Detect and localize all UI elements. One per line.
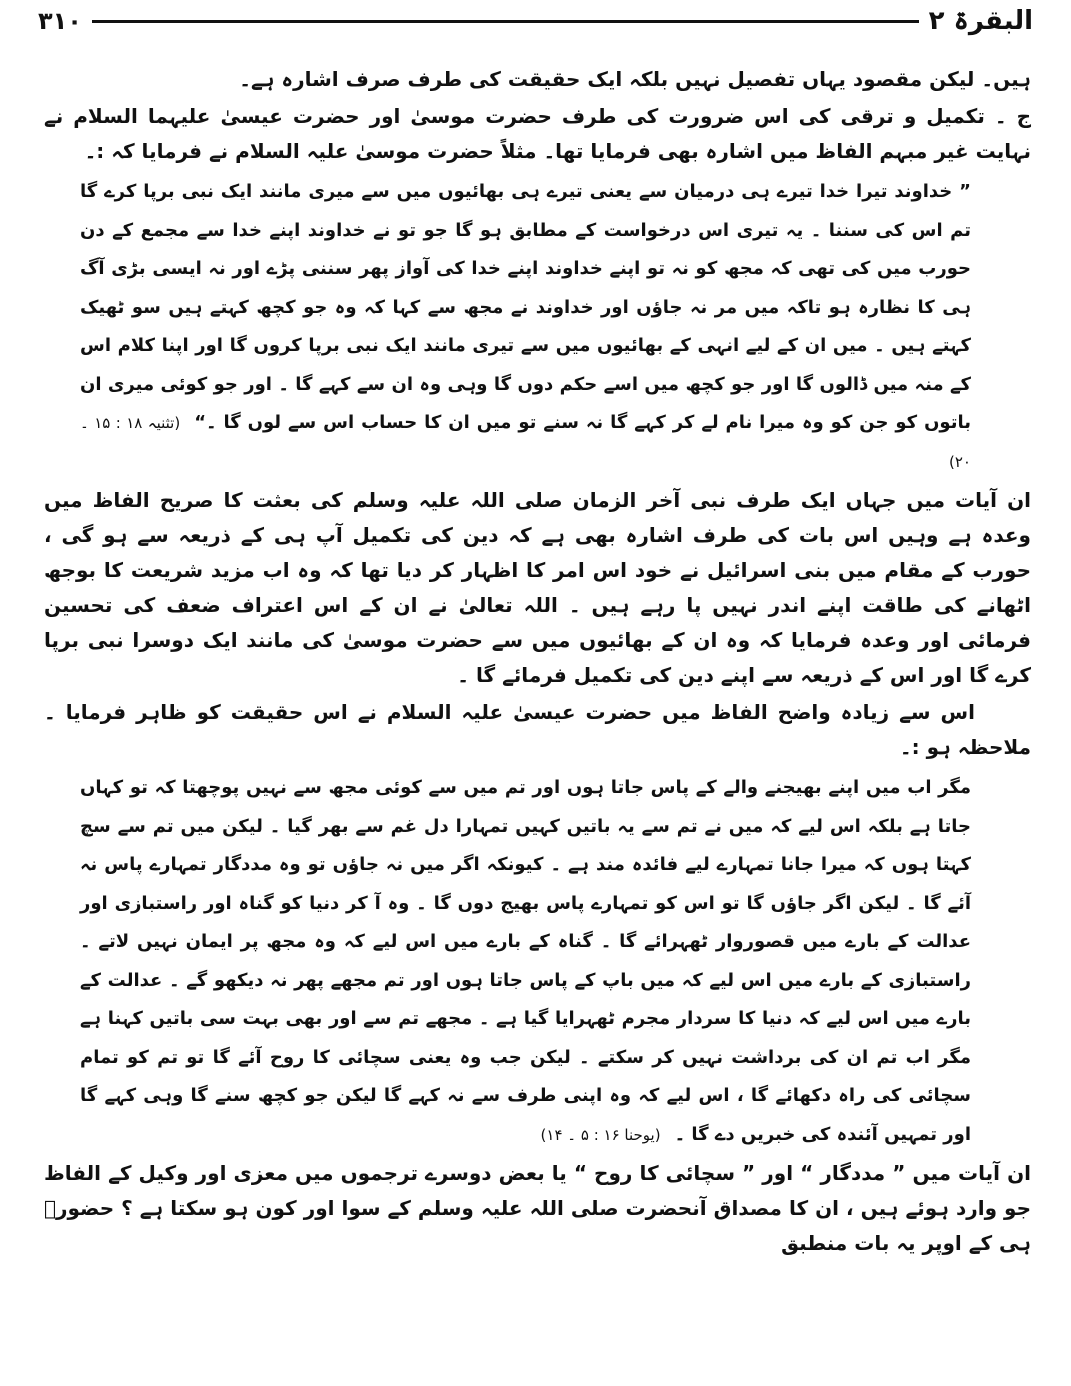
paragraph-intro: ہیں۔ لیکن مقصود یہاں تفصیل نہیں بلکہ ایک حقیقت کی طرف صرف اشارہ ہے۔ [239,67,1031,91]
paragraph-commentary: ان آیات میں جہاں ایک طرف نبی آخر الزمان صلی اللہ علیہ وسلم کی بعثت کا صریح الفاظ میں وعدہ ہے وہیں اس بات کی طرف اشارہ بھی ہے کہ دین کی تکمیل آپ ہی کے ذریعہ سے ہو گی ، حورب کے مقام میں بنی اسرائیل نے خود اس امر کا اظہار کر دیا تھا کہ وہ اب مزید شریعت کا بوجھ اٹھانے کی طاقت اپنے اندر نہیں پا رہے ہیں ۔ اللہ تعالیٰ نے ان کے اس اعتراف ضعف کی تحسین فرمائی اور وعدہ فرمایا کہ وہ ان کے بھائیوں میں سے حضرت موسیٰ کی مانند ایک دوسرا نبی برپا کرے گا اور اس کے ذریعہ سے اپنے دین کی تکمیل فرمائے گا ۔ [44,488,1031,687]
quote-deuteronomy-text: ” خداوند تیرا خدا تیرے ہی درمیان سے یعنی تیرے ہی بھائیوں میں سے میری مانند ایک نبی برپا کرے گا تم اس کی سننا ۔ یہ تیری اس درخواست کے مطابق ہو گا جو تو نے خداوند اپنے خدا سے مجمع کے دن حورب میں کی تھی کہ مجھ کو نہ تو اپنے خداوند اپنے خدا کی آواز پھر سننی پڑے اور نہ ایسی بڑی آگ ہی کا نظارہ ہو تاکہ میں مر نہ جاؤں اور خداوند نے مجھ سے کہا کہ وہ جو کچھ کہتے ہیں سو ٹھیک کہتے ہیں ۔ میں ان کے لیے انہی کے بھائیوں میں سے تیری مانند ایک نبی برپا کروں گا اور اپنا کلام اس کے منہ میں ڈالوں گا اور جو کچھ میں اسے حکم دوں گا وہی وہ ان سے کہے گا ۔ اور جو کوئی میری ان باتوں کو جن کو وہ میرا نام لے کر کہے گا نہ سنے تو میں ان کا حساب اس سے لوں گا ۔“ [80,181,971,433]
paragraph-jesus-reference: اس سے زیادہ واضح الفاظ میں حضرت عیسیٰ علیہ السلام نے اس حقیقت کو ظاہر فرمایا ۔ ملاحظہ ہو :۔ [44,700,1031,759]
quote-deuteronomy-ref: (تثنیہ ۱۸ : ۱۵ ۔ ۲۰) [80,414,971,471]
quote-deuteronomy [44,173,1031,481]
quote-john [44,769,1031,1154]
paragraph-moses-reference: ج ۔ تکمیل و ترقی کی اس ضرورت کی طرف حضرت موسیٰ اور حضرت عیسیٰ علیہما السلام نے نہایت غیر مبہم الفاظ میں اشارہ بھی فرمایا تھا۔ مثلاً حضرت موسیٰ علیہ السلام نے فرمایا کہ :۔ [44,104,1031,163]
header-rule [92,20,919,23]
page-header [38,6,1033,36]
quote-john-ref: (یوحنا ۱۶ : ۵ ۔ ۱۴) [540,1125,661,1144]
running-title: البقرۃ ۲ [928,6,1033,36]
paragraph-conclusion: ان آیات میں ” مددگار “ اور ” سچائی کا روح “ یا بعض دوسرے ترجموں میں معزی اور وکیل کے الفاظ جو وارد ہوئے ہیں ، ان کا مصداق آنحضرت صلی اللہ علیہ وسلم کے سوا اور کون ہو سکتا ہے ؟ حضورؐ ہی کے اوپر یہ بات منطبق [44,1161,1031,1255]
page-body [44,62,1031,1263]
page-number: ۳۱۰ [38,7,82,35]
quote-john-text: مگر اب میں اپنے بھیجنے والے کے پاس جاتا ہوں اور تم میں سے کوئی مجھ سے نہیں پوچھتا کہ تو کہاں جاتا ہے بلکہ اس لیے کہ میں نے تم سے یہ باتیں کہیں تمہارا دل غم سے بھر گیا ۔ لیکن میں تم سے سچ کہتا ہوں کہ میرا جانا تمہارے لیے فائدہ مند ہے ۔ کیونکہ اگر میں نہ جاؤں تو وہ مددگار تمہارے پاس نہ آئے گا ۔ لیکن اگر جاؤں گا تو اس کو تمہارے پاس بھیج دوں گا ۔ وہ آ کر دنیا کو گناہ اور راستبازی اور عدالت کے بارے میں قصوروار ٹھہرائے گا ۔ گناہ کے بارے میں اس لیے کہ وہ مجھ پر ایمان نہیں لاتے ۔ راستبازی کے بارے میں اس لیے کہ میں باپ کے پاس جاتا ہوں اور تم مجھے پھر نہ دیکھو گے ۔ عدالت کے بارے میں اس لیے کہ دنیا کا سردار مجرم ٹھہرایا گیا ہے ۔ مجھے تم سے اور بھی بہت سی باتیں کہنا ہے مگر اب تم ان کی برداشت نہیں کر سکتے ۔ لیکن جب وہ یعنی سچائی کا روح آئے گا تو تم کو تمام سچائی کی راہ دکھائے گا ، اس لیے کہ وہ اپنی طرف سے نہ کہے گا لیکن جو کچھ سنے گا وہی کہے گا اور تمہیں آئندہ کی خبریں دے گا ۔ [80,777,971,1145]
